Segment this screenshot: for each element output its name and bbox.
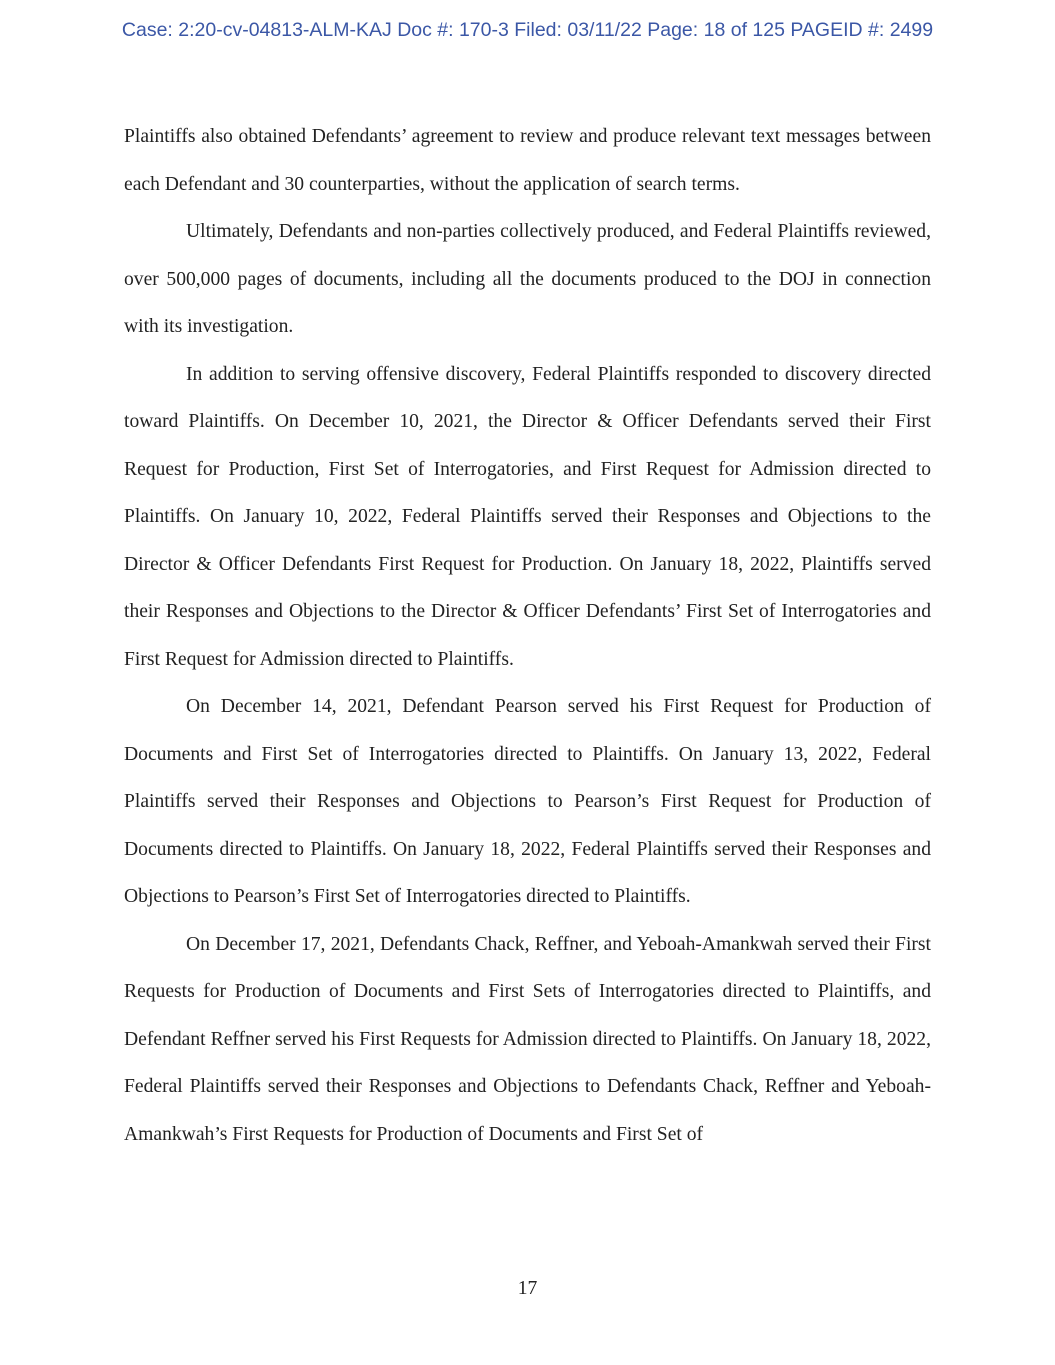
- case-header-stamp: Case: 2:20-cv-04813-ALM-KAJ Doc #: 170-3 Filed: 03/11/22 Page: 18 of 125 PAGEID #: 2499: [121, 19, 934, 41]
- paragraph-pearson-requests: On December 14, 2021, Defendant Pearson served his First Request for Production of Documents and First Set of Interrogatories directed to Plaintiffs. On January 13, 2022, Federal Plaintiffs served their Responses and Objections to Pearson’s First Request for Production of Documents directed to Plaintiffs. On January 18, 2022, Federal Plaintiffs served their Responses and Objections to Pearson’s First Set of Interrogatories directed to Plaintiffs.: [124, 696, 931, 907]
- paragraph-offensive-discovery: In addition to serving offensive discovery, Federal Plaintiffs responded to discovery directed toward Plaintiffs. On December 10, 2021, the Director & Officer Defendants served their First Request for Production, First Set of Interrogatories, and First Request for Admission directed to Plaintiffs. On January 10, 2022, Federal Plaintiffs served their Responses and Objections to the Director & Officer Defendants First Request for Production. On January 18, 2022, Plaintiffs served their Responses and Objections to the Director & Officer Defendants’ First Set of Interrogatories and First Request for Admission directed to Plaintiffs.: [124, 363, 931, 670]
- paragraph-text-messages: Plaintiffs also obtained Defendants’ agreement to review and produce relevant text messages between each Defendant and 30 counterparties, without the application of search terms.: [124, 126, 931, 195]
- document-body: [124, 113, 931, 1158]
- paragraph-chack-reffner-requests: On December 17, 2021, Defendants Chack, Reffner, and Yeboah-Amankwah served their First Requests for Production of Documents and First Sets of Interrogatories directed to Plaintiffs, and Defendant Reffner served his First Requests for Admission directed to Plaintiffs. On January 18, 2022, Federal Plaintiffs served their Responses and Objections to Defendants Chack, Reffner and Yeboah-Amankwah’s First Requests for Production of Documents and First Set of: [124, 933, 931, 1145]
- paragraph-documents-produced: Ultimately, Defendants and non-parties collectively produced, and Federal Plaintiffs reviewed, over 500,000 pages of documents, including all the documents produced to the DOJ in connection with its investigation.: [124, 221, 931, 337]
- page-number: 17: [517, 1278, 538, 1299]
